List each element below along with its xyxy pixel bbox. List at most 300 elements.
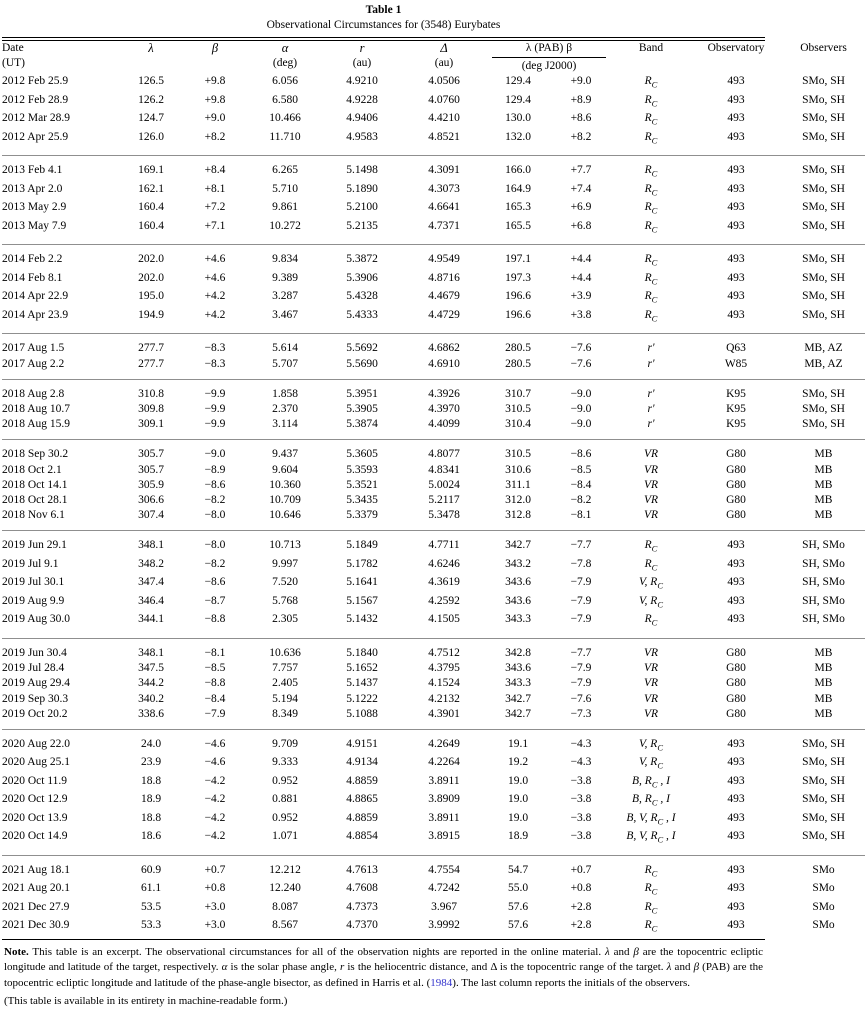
cell-beta: −4.2 [204,774,226,787]
cell-beta: −8.3 [204,342,226,355]
cell-date: 2019 Oct 20.2 [2,707,68,720]
cell-beta: −4.2 [204,830,226,843]
cell-lambda: 124.7 [138,112,164,125]
cell-observers: SMo, SH [802,308,845,321]
cell-r: 4.7613 [346,863,378,876]
cell-band: VR [643,478,659,491]
group-spacer [2,639,865,646]
cell-r: 5.3435 [346,494,378,507]
cell-r: 4.7373 [346,900,378,913]
cell-lambda: 160.4 [138,201,164,214]
cell-delta: 4.3091 [428,164,460,177]
cell-r: 5.5690 [346,357,378,370]
cell-lambda: 126.5 [138,75,164,88]
cell-delta: 4.3619 [428,576,460,589]
group-spacer [2,631,865,638]
cell-band: $R_C$ [644,182,658,198]
cell-alpha: 12.212 [269,863,301,876]
cell-delta: 3.8911 [428,811,460,824]
cell-observatory: 493 [727,576,745,589]
cell-delta: 4.7371 [428,219,460,232]
cell-delta: 4.1524 [428,677,460,690]
group-spacer [2,380,865,387]
cell-observatory: 493 [727,594,745,607]
table-row [2,130,865,149]
cell-date: 2019 Aug 29.4 [2,677,71,690]
cell-pab-lambda: 343.3 [505,613,531,626]
table-row [2,661,865,676]
cell-observers: SMo, SH [802,403,845,416]
cell-r: 5.2100 [346,201,378,214]
cell-observatory: 493 [727,756,745,769]
cell-pab-lambda: 310.7 [505,387,531,400]
cell-r: 5.1567 [346,594,378,607]
group-spacer [2,148,865,155]
cell-pab-beta: −8.2 [570,494,592,507]
table-row [2,755,865,774]
cell-alpha: 8.349 [272,707,298,720]
cell-observatory: G80 [726,448,746,461]
cell-band: r' [647,418,655,431]
header-delta-unit: (au) [434,57,454,70]
cell-band: $R_C$ [644,130,658,146]
cell-delta: 3.8909 [428,793,460,806]
cell-pab-beta: +4.4 [570,271,592,284]
cell-observers: SMo [812,900,835,913]
cell-r: 5.3951 [346,387,378,400]
cell-pab-lambda: 18.9 [507,830,529,843]
cell-pab-lambda: 166.0 [505,164,531,177]
cell-alpha: 10.636 [269,646,301,659]
cell-observers: SMo, SH [802,130,845,143]
cell-pab-lambda: 312.8 [505,509,531,522]
cell-pab-lambda: 19.2 [507,756,529,769]
cell-observatory: 493 [727,882,745,895]
cell-band: V, $R_C$ [639,737,663,753]
cell-alpha: 7.757 [272,662,298,675]
cell-lambda: 18.8 [140,774,162,787]
cell-beta: +3.0 [204,919,226,932]
cell-pab-lambda: 343.2 [505,557,531,570]
cell-observers: MB [814,646,833,659]
cell-alpha: 1.858 [272,387,298,400]
cell-observers: MB [814,463,833,476]
cell-alpha: 5.614 [272,342,298,355]
note-part6: is the topocentric range of the target. [496,961,667,974]
cell-r: 5.3521 [346,478,378,491]
cell-alpha: 5.707 [272,357,298,370]
cell-pab-lambda: 310.5 [505,403,531,416]
cell-pab-beta: +4.4 [570,253,592,266]
cell-r: 4.9228 [346,93,378,106]
cell-r: 5.3905 [346,403,378,416]
cell-observatory: 493 [727,737,745,750]
cell-date: 2019 Sep 30.3 [2,692,69,705]
table-row [2,111,865,130]
cell-r: 5.4328 [346,290,378,303]
cell-alpha: 2.405 [272,677,298,690]
cell-alpha: 10.646 [269,509,301,522]
cell-beta: −8.3 [204,357,226,370]
cell-alpha: 9.437 [272,448,298,461]
cell-observatory: 493 [727,271,745,284]
cell-beta: +8.4 [204,164,226,177]
cell-lambda: 348.2 [138,557,164,570]
cell-pab-beta: +2.8 [570,900,592,913]
group-spacer [2,156,865,163]
header-r [322,41,402,74]
cell-beta: +7.1 [204,219,226,232]
cell-delta: 4.2649 [428,737,460,750]
cell-delta: 5.2117 [428,494,460,507]
cell-pab-beta: −7.3 [570,707,592,720]
cell-alpha: 8.567 [272,919,298,932]
cell-date: 2021 Dec 30.9 [2,919,70,932]
cell-pab-lambda: 196.6 [505,290,531,303]
cell-pab-beta: −4.3 [570,756,592,769]
cell-observatory: 493 [727,219,745,232]
cell-delta: 4.8341 [428,463,460,476]
cell-beta: −9.0 [204,448,226,461]
cell-beta: −4.6 [204,737,226,750]
header-observers [782,41,865,74]
cell-observers: SMo, SH [802,774,845,787]
cell-date: 2014 Apr 23.9 [2,308,69,321]
cell-pab-beta: −7.9 [570,576,592,589]
cell-delta: 4.0506 [428,75,460,88]
note-part3: are the topocentric ecliptic longitude and latitude of the target, respectively. [4,945,764,974]
cell-lambda: 309.1 [138,418,164,431]
cell-delta: 4.4679 [428,290,460,303]
cell-r: 5.1849 [346,539,378,552]
cell-beta: −8.7 [204,594,226,607]
cell-observers: MB [814,662,833,675]
cell-delta: 4.2264 [428,756,460,769]
cell-pab-beta: −7.7 [570,646,592,659]
cell-pab-lambda: 343.3 [505,677,531,690]
cell-observatory: G80 [726,692,746,705]
group-spacer [2,372,865,379]
cell-lambda: 340.2 [138,692,164,705]
note-part4: is the solar phase angle, [227,961,340,974]
header-pab-label: λ (PAB) β [492,41,606,58]
header-delta [402,41,486,74]
header-r-symbol: r [359,41,365,55]
cell-alpha: 6.580 [272,93,298,106]
cell-pab-beta: −3.8 [570,774,592,787]
table-row [2,93,865,112]
cell-observatory: 493 [727,539,745,552]
cell-beta: −9.9 [204,418,226,431]
table-row [2,447,865,462]
cell-beta: −7.9 [204,707,226,720]
cell-band: V, $R_C$ [639,756,663,771]
cell-observers: SH, SMo [802,576,845,589]
cell-delta: 4.3926 [428,387,460,400]
cell-lambda: 348.1 [138,646,164,659]
cell-pab-lambda: 19.1 [507,737,529,750]
cell-band: $R_C$ [644,201,658,216]
group-spacer [2,245,865,252]
table-row [2,863,865,882]
cell-observatory: 493 [727,863,745,876]
cell-observatory: 493 [727,201,745,214]
cell-alpha: 9.861 [272,201,298,214]
cell-pab-beta: −8.5 [570,463,592,476]
cell-delta: 5.0024 [428,478,460,491]
table-row [2,493,865,508]
table-row [2,737,865,756]
cell-observatory: K95 [726,403,746,416]
cell-beta: −4.6 [204,756,226,769]
machine-readable-note: (This table is available in its entirety in machine-readable form.) [4,995,288,1008]
cell-lambda: 18.8 [140,811,162,824]
cell-pab-lambda: 165.3 [505,201,531,214]
cell-date: 2021 Aug 18.1 [2,863,71,876]
cell-delta: 4.2592 [428,594,460,607]
cell-observers: SMo, SH [802,756,845,769]
cell-pab-lambda: 196.6 [505,308,531,321]
cell-pab-beta: −7.9 [570,662,592,675]
cell-pab-beta: +7.4 [570,182,592,195]
cell-pab-lambda: 310.6 [505,463,531,476]
cell-r: 5.3872 [346,253,378,266]
cell-observers: SMo, SH [802,830,845,843]
cell-observatory: 493 [727,900,745,913]
cell-pab-lambda: 164.9 [505,182,531,195]
cell-pab-beta: +8.6 [570,112,592,125]
cell-alpha: 0.952 [272,811,298,824]
note-lambda-symbol: λ [604,945,610,958]
note-r-symbol: r [339,961,345,974]
cell-band: B, $R_C$ , I [632,774,670,790]
cell-pab-lambda: 343.6 [505,576,531,589]
cell-pab-beta: −8.4 [570,478,592,491]
cell-observers: MB [814,448,833,461]
cell-band: B, V, $R_C$ , I [626,830,676,845]
cell-observers: SMo, SH [802,75,845,88]
cell-delta: 4.7242 [428,882,460,895]
cell-date: 2012 Apr 25.9 [2,130,69,143]
cell-date: 2020 Oct 13.9 [2,811,68,824]
cell-pab-beta: −7.6 [570,342,592,355]
cell-alpha: 10.709 [269,494,301,507]
table-row [2,792,865,811]
cell-pab-beta: +2.8 [570,919,592,932]
cell-pab-lambda: 342.7 [505,707,531,720]
cell-observers: SMo, SH [802,737,845,750]
cell-band: VR [643,662,659,675]
cell-r: 4.8859 [346,774,378,787]
cell-lambda: 61.1 [140,882,162,895]
cell-observatory: G80 [726,646,746,659]
cell-observers: SMo [812,863,835,876]
cell-band: $R_C$ [644,112,658,127]
cell-alpha: 0.881 [272,793,298,806]
cell-pab-lambda: 342.7 [505,692,531,705]
cell-pab-beta: +6.9 [570,201,592,214]
header-alpha-unit: (deg) [272,57,298,70]
cell-r: 4.9210 [346,75,378,88]
cell-band: $R_C$ [644,900,658,916]
cell-alpha: 9.604 [272,463,298,476]
cell-band: VR [643,509,659,522]
cell-lambda: 277.7 [138,357,164,370]
cell-beta: −8.2 [204,494,226,507]
cell-lambda: 202.0 [138,253,164,266]
cell-observers: SH, SMo [802,539,845,552]
cell-pab-lambda: 342.7 [505,539,531,552]
header-lambda-symbol: λ [148,41,154,55]
header-r-unit: (au) [352,57,372,70]
cell-delta: 4.2132 [428,692,460,705]
cell-band: $R_C$ [644,219,658,235]
cell-delta: 4.6246 [428,557,460,570]
cell-pab-lambda: 55.0 [507,882,529,895]
cell-r: 5.1498 [346,164,378,177]
note-label: Note. [4,945,29,958]
cell-observers: MB [814,692,833,705]
cell-alpha: 10.466 [269,112,301,125]
table-row [2,707,865,722]
note-alpha-symbol: α [221,961,228,974]
cell-observatory: K95 [726,387,746,400]
cell-beta: +4.6 [204,271,226,284]
cell-lambda: 306.6 [138,494,164,507]
table-row [2,341,865,356]
cell-pab-beta: +8.2 [570,130,592,143]
cell-alpha: 6.056 [272,75,298,88]
cell-observatory: 493 [727,93,745,106]
cell-band: VR [643,692,659,705]
cell-pab-beta: −3.8 [570,811,592,824]
cell-alpha: 3.287 [272,290,298,303]
observations-table [2,41,865,937]
table-row [2,417,865,432]
cell-alpha: 9.834 [272,253,298,266]
table-number: Table 1 [365,4,402,16]
cell-alpha: 3.467 [272,308,298,321]
header-observatory [690,41,782,74]
cell-pab-lambda: 310.4 [505,418,531,431]
cell-band: B, $R_C$ , I [632,793,670,808]
cell-pab-beta: +0.8 [570,882,592,895]
cell-observers: MB [814,707,833,720]
cell-lambda: 307.4 [138,509,164,522]
cell-pab-beta: +9.0 [570,75,592,88]
cell-pab-beta: −7.6 [570,357,592,370]
cell-observatory: 493 [727,164,745,177]
cell-observatory: W85 [724,357,748,370]
table-row [2,271,865,290]
cell-pab-beta: +6.8 [570,219,592,232]
cell-observatory: 493 [727,290,745,303]
cell-alpha: 9.389 [272,271,298,284]
cell-pab-lambda: 311.1 [505,478,531,491]
cell-pab-beta: −3.8 [570,830,592,843]
cell-r: 5.2135 [346,219,378,232]
group-spacer [2,856,865,863]
cell-r: 5.1840 [346,646,378,659]
cell-date: 2019 Aug 30.0 [2,613,71,626]
cell-band: B, V, $R_C$ , I [626,811,676,827]
cell-pab-beta: −7.8 [570,557,592,570]
cell-date: 2014 Apr 22.9 [2,290,69,303]
cell-observatory: K95 [726,418,746,431]
cell-alpha: 6.265 [272,164,298,177]
cell-lambda: 347.5 [138,662,164,675]
cell-observers: SMo [812,882,835,895]
table-row [2,508,865,523]
cell-observers: SMo, SH [802,112,845,125]
cell-pab-lambda: 19.0 [507,793,529,806]
cell-pab-beta: −9.0 [570,387,592,400]
cell-pab-beta: +0.7 [570,863,592,876]
cell-observatory: 493 [727,253,745,266]
cell-delta: 4.3073 [428,182,460,195]
cell-delta: 4.7512 [428,646,460,659]
cell-alpha: 9.709 [272,737,298,750]
cell-band: $R_C$ [644,539,658,554]
cell-date: 2019 Jun 30.4 [2,646,67,659]
table-row [2,289,865,308]
cell-alpha: 2.370 [272,403,298,416]
table-row [2,252,865,271]
cell-pab-beta: −9.0 [570,403,592,416]
cell-observers: SMo, SH [802,164,845,177]
cell-delta: 4.3795 [428,662,460,675]
cell-observatory: G80 [726,463,746,476]
cell-pab-beta: +8.9 [570,93,592,106]
table-header [2,41,865,74]
table-row [2,402,865,417]
header-observers-label: Observers [800,42,847,54]
cell-date: 2018 Oct 2.1 [2,463,62,476]
cell-observers: SMo, SH [802,418,845,431]
cell-delta: 3.967 [431,900,457,913]
cell-r: 5.5692 [346,342,378,355]
table-row [2,575,865,594]
harris-1984-citation-link[interactable]: 1984 [430,976,453,989]
cell-band: VR [643,494,659,507]
table-row [2,463,865,478]
cell-beta: +0.8 [204,882,226,895]
cell-date: 2012 Mar 28.9 [2,112,71,125]
cell-beta: +4.2 [204,290,226,303]
cell-date: 2019 Jul 28.4 [2,662,65,675]
cell-beta: −8.4 [204,692,226,705]
cell-pab-lambda: 197.3 [505,271,531,284]
table-row [2,182,865,201]
table-row [2,538,865,557]
cell-lambda: 126.2 [138,93,164,106]
cell-r: 5.3379 [346,509,378,522]
cell-band: $R_C$ [644,290,658,305]
cell-lambda: 305.7 [138,463,164,476]
cell-lambda: 344.1 [138,613,164,626]
cell-band: r' [647,403,655,416]
cell-band: $R_C$ [644,557,658,573]
cell-r: 4.7608 [346,882,378,895]
table-body [2,74,865,937]
cell-observers: SMo, SH [802,387,845,400]
cell-date: 2019 Aug 9.9 [2,594,65,607]
cell-observers: MB [814,478,833,491]
cell-alpha: 2.305 [272,613,298,626]
group-spacer [2,730,865,737]
cell-pab-beta: −8.1 [570,509,592,522]
table-row [2,163,865,182]
